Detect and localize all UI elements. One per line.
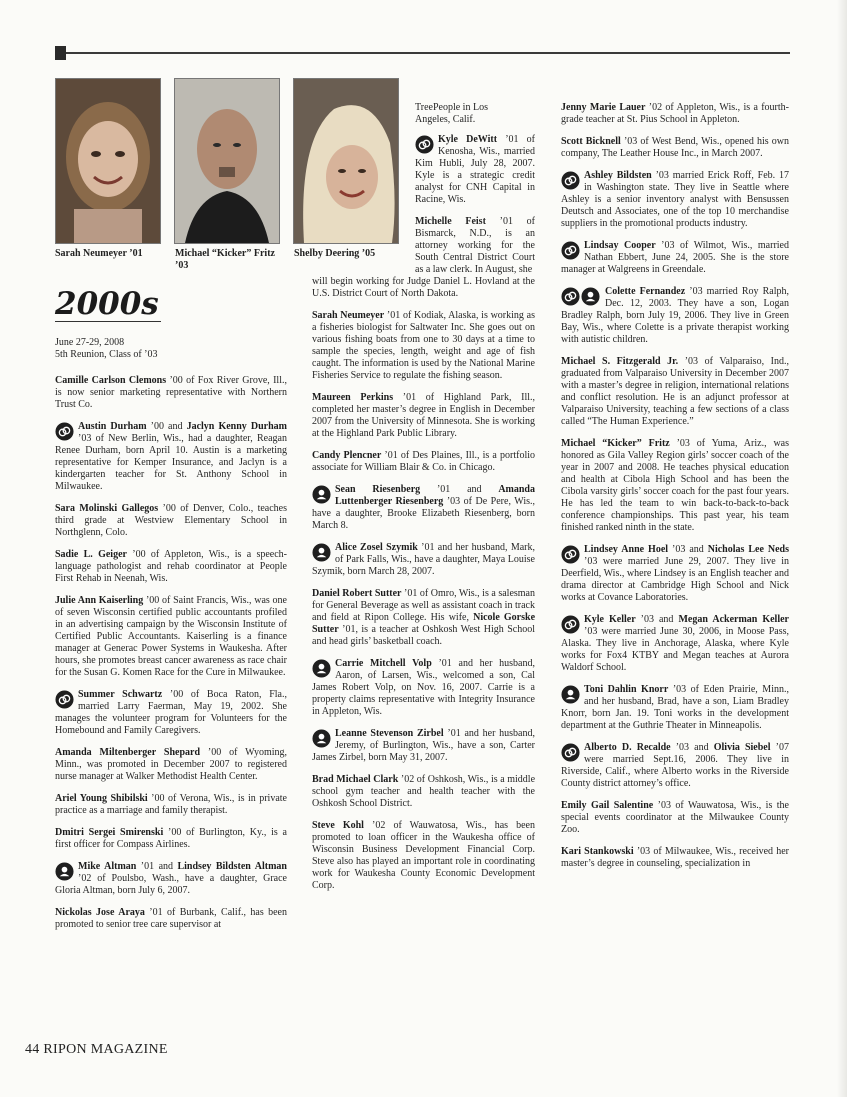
photo-michael-fritz [174, 78, 280, 244]
class-note: Scott Bicknell ’03 of West Bend, Wis., opened his own company, The Leather House Inc., in March 2007. [561, 136, 789, 159]
class-note: Amanda Miltenberger Shepard ’00 of Wyoming, Minn., was promoted in December 2007 to registered nurse manager at Walker Methodist Health Center. [55, 747, 288, 782]
class-note: Ashley Bildsten ’03 married Erick Roff, Feb. 17 in Washington state. They live in Seattle where Ashley is a senior inventory analyst with Bensussen Deutsch and Associates, one of the top 10 merchandise suppliers in the promotional products industry. [561, 170, 790, 229]
page-footer: 44 RIPON MAGAZINE [25, 1042, 168, 1057]
class-note: Daniel Robert Sutter ’01 of Omro, Wis., is a salesman for General Beverage as well as assistant coach in track and field at Ripon College. His wife, Nicole Gorske Sutter ’01, is a teacher at Oshkosh West High School and head girls’ basketball coach. [312, 588, 536, 647]
baby-icon [55, 862, 74, 881]
column-1 [55, 375, 287, 941]
class-note: Julie Ann Kaiserling ’00 of Saint Francis, Wis., was one of seven Wisconsin certified public accountants profiled in an advertising campaign by the Wisconsin Institute of Certified Public Accountants. Kaiserling is a finance manager at Generac Power Systems in Waukesha. After hours, she promotes breast cancer awareness as race chair for the Susan G. Komen Race for the Cure in Milwaukee. [55, 595, 287, 678]
reunion-dates: June 27-29, 2008 [55, 337, 125, 348]
class-note: Michael “Kicker” Fritz ’03 of Yuma, Ariz., was honored as Gila Valley Region girls’ soccer coach of the year in 2007 and 2008. He teaches physical education and health at Cibola High School and has been the Cibola varsity girls’ soccer coach for the past four years. He has led the team to win back-to-back-to-back conference championships. This past year, his team finished ranked ninth in the state. [561, 438, 789, 533]
wedding-rings-icon [415, 135, 434, 154]
class-note: Colette Fernandez ’03 married Roy Ralph, Dec. 12, 2003. They have a son, Logan Bradley Ralph, born July 19, 2006. They live in Green Bay, Wis., where Colette is a private therapist working with autistic children. [561, 286, 789, 345]
class-note: Austin Durham ’00 and Jaclyn Kenny Durham ’03 of New Berlin, Wis., had a daughter, Reagan Renee Durham, born April 10. Austin is a marketing representative for Kemper Insurance, and Jaclyn is a kindergarten teacher for St. Anthony School in Milwaukee. [55, 421, 287, 492]
reunion-line: 5th Reunion, Class of ’03 [55, 349, 158, 360]
wedding-rings-icon [561, 241, 580, 260]
baby-icon [312, 543, 331, 562]
class-note: Michael S. Fitzgerald Jr. ’03 of Valparaiso, Ind., graduated from Valparaiso University in December 2007 with a master’s degree in religion, international relations and conflict resolution. He is an adjunct professor at Valparaiso University, teaching a few sections of a class called “The Human Experience.” [561, 356, 789, 427]
wedding-rings-icon [561, 743, 580, 762]
class-note: Alberto D. Recalde ’03 and Olivia Siebel ’07 were married Sept.16, 2006. They live in Riverside, Calif., where Alberto works in the Riverside County district attorney’s office. [561, 742, 789, 789]
wedding-and-baby-icons [561, 287, 601, 306]
class-note: Kari Stankowski ’03 of Milwaukee, Wis., received her master’s degree in counseling, specialization in [561, 846, 789, 869]
class-note: Kyle DeWitt ’01 of Kenosha, Wis., married Kim Hubli, July 28, 2007. Kyle is a strategic credit analyst for CNH Capital in Racine, Wis. [415, 134, 535, 205]
wedding-rings-icon [561, 171, 580, 190]
class-note: Maureen Perkins ’01 of Highland Park, Ill., completed her master’s degree in English in December 2007 from the University of Minnesota. She is working at the Highland Park Public Library. [312, 392, 536, 439]
continued-text: TreePeople in Los Angeles, Calif. [415, 102, 488, 125]
wedding-rings-icon [561, 615, 580, 634]
photo-sarah-neumeyer [55, 78, 161, 244]
class-note: Leanne Stevenson Zirbel ’01 and her husband, Jeremy, of Burlington, Wis., have a son, Carter James Zirbel, born May 31, 2007. [312, 728, 535, 763]
class-note: Nickolas Jose Araya ’01 of Burbank, Calif., has been promoted to senior tree care supervisor at [55, 907, 287, 930]
class-note: Sadie L. Geiger ’00 of Appleton, Wis., is a speech-language pathologist and rehab coordinator at People First Rehab in Neenah, Wis. [55, 549, 287, 584]
photo-caption: Sarah Neumeyer ’01 [55, 248, 143, 259]
column-2 [312, 102, 535, 902]
class-note: Sean Riesenberg ’01 and Amanda Luttenberger Riesenberg ’03 of De Pere, Wis., have a daughter, Brooke Elizabeth Riesenberg, born March 8. [312, 484, 535, 531]
baby-icon [312, 729, 331, 748]
class-note: Summer Schwartz ’00 of Boca Raton, Fla., married Larry Faerman, May 19, 2002. She manages the volunteer program for Volunteers for the Homebound and Family Caregivers. [55, 689, 287, 736]
class-note: Jenny Marie Lauer ’02 of Appleton, Wis., is a fourth-grade teacher at St. Pius School in Appleton. [561, 102, 790, 125]
class-note: Steve Kohl ’02 of Wauwatosa, Wis., has been promoted to loan officer in the Waukesha office of Wisconsin Business Development Financial Corp. Steve also has played an important role in coordinating work for Waukesha County Economic Development Corp. [312, 820, 535, 891]
class-note: Candy Plencner ’01 of Des Plaines, Ill., is a portfolio associate for William Blair & Co. in Chicago. [312, 450, 536, 473]
wedding-rings-icon [55, 690, 74, 709]
class-note: Kyle Keller ’03 and Megan Ackerman Keller ’03 were married June 30, 2006, in Moose Pass, Alaska. They live in Anchorage, Alaska, where Kyle works for Fox4 KTBY and Megan teaches at Aurora Waldorf School. [561, 614, 789, 673]
header-rule-block [55, 46, 66, 60]
class-note-continued: will begin working for Judge Daniel L. Hovland at the U.S. District Court of North Dakota. [312, 276, 535, 299]
photo-caption: Michael “Kicker” Fritz ’03 [175, 248, 275, 271]
baby-icon [312, 659, 331, 678]
class-note: Carrie Mitchell Volp ’01 and her husband, Aaron, of Larsen, Wis., welcomed a son, Cal James Robert Volp, on Nov. 16, 2007. Carrie is a property claims representative with Integrity Insurance in Appleton, Wis. [312, 658, 535, 717]
class-note: Sara Molinski Gallegos ’00 of Denver, Colo., teaches third grade at Westview Elementary School in Northglenn, Colo. [55, 503, 288, 538]
class-note: Sarah Neumeyer ’01 of Kodiak, Alaska, is working as a fisheries biologist for Saltwater Inc. She goes out on various fishing boats from one to 30 days at a time to sample the species, length, weight and age of fish caught. The information is used by the National Marine Fisheries Service to regulate the fishing season. [312, 310, 535, 381]
class-note: Lindsay Cooper ’03 of Wilmot, Wis., married Nathan Ebbert, June 24, 2005. She is the store manager at Walgreens in Greendale. [561, 240, 789, 275]
class-note: Mike Altman ’01 and Lindsey Bildsten Altman ’02 of Poulsbo, Wash., have a daughter, Grace Gloria Altman, born July 6, 2007. [55, 861, 287, 896]
wedding-rings-icon [55, 422, 74, 441]
class-note: Michelle Feist ’01 of Bismarck, N.D., is an attorney working for the South Central District Court as a law clerk. In August, she [415, 216, 535, 275]
class-note: Alice Zosel Szymik ’01 and her husband, Mark, of Park Falls, Wis., have a daughter, Maya Louise Szymik, born March 28, 2007. [312, 542, 535, 577]
class-note: Toni Dahlin Knorr ’03 of Eden Prairie, Minn., and her husband, Brad, have a son, Liam Bradley Knorr, born Jan. 19. Toni works in the development department at the Guthrie Theater in Minneapolis. [561, 684, 789, 731]
class-note: Dmitri Sergei Smirenski ’00 of Burlington, Ky., is a first officer for Compass Airlines. [55, 827, 287, 850]
reunion-info [55, 337, 295, 361]
class-note: Lindsey Anne Hoel ’03 and Nicholas Lee Neds ’03 were married June 29, 2007. They live in Deerfield, Wis., where Lindsey is an English teacher and drama director at Cambridge High School and Nick works at Covance Laboratories. [561, 544, 789, 603]
wedding-rings-icon [561, 545, 580, 564]
decade-heading: 2000s [55, 287, 161, 322]
header-rule [66, 52, 790, 54]
class-note: Camille Carlson Clemons ’00 of Fox River Grove, Ill., is now senior marketing representative with Northern Trust Co. [55, 375, 287, 410]
class-note: Brad Michael Clark ’02 of Oshkosh, Wis., is a middle school gym teacher and health teacher with the Oshkosh School District. [312, 774, 536, 809]
photo-caption: Shelby Deering ’05 [294, 248, 376, 259]
baby-icon [561, 685, 580, 704]
class-note: Ariel Young Shibilski ’00 of Verona, Wis., is in private practice as a marriage and family therapist. [55, 793, 287, 816]
column-3 [561, 102, 789, 880]
class-note: Emily Gail Salentine ’03 of Wauwatosa, Wis., is the special events coordinator at the Milwaukee County Zoo. [561, 800, 789, 835]
baby-icon [312, 485, 331, 504]
page-edge [837, 0, 847, 1097]
